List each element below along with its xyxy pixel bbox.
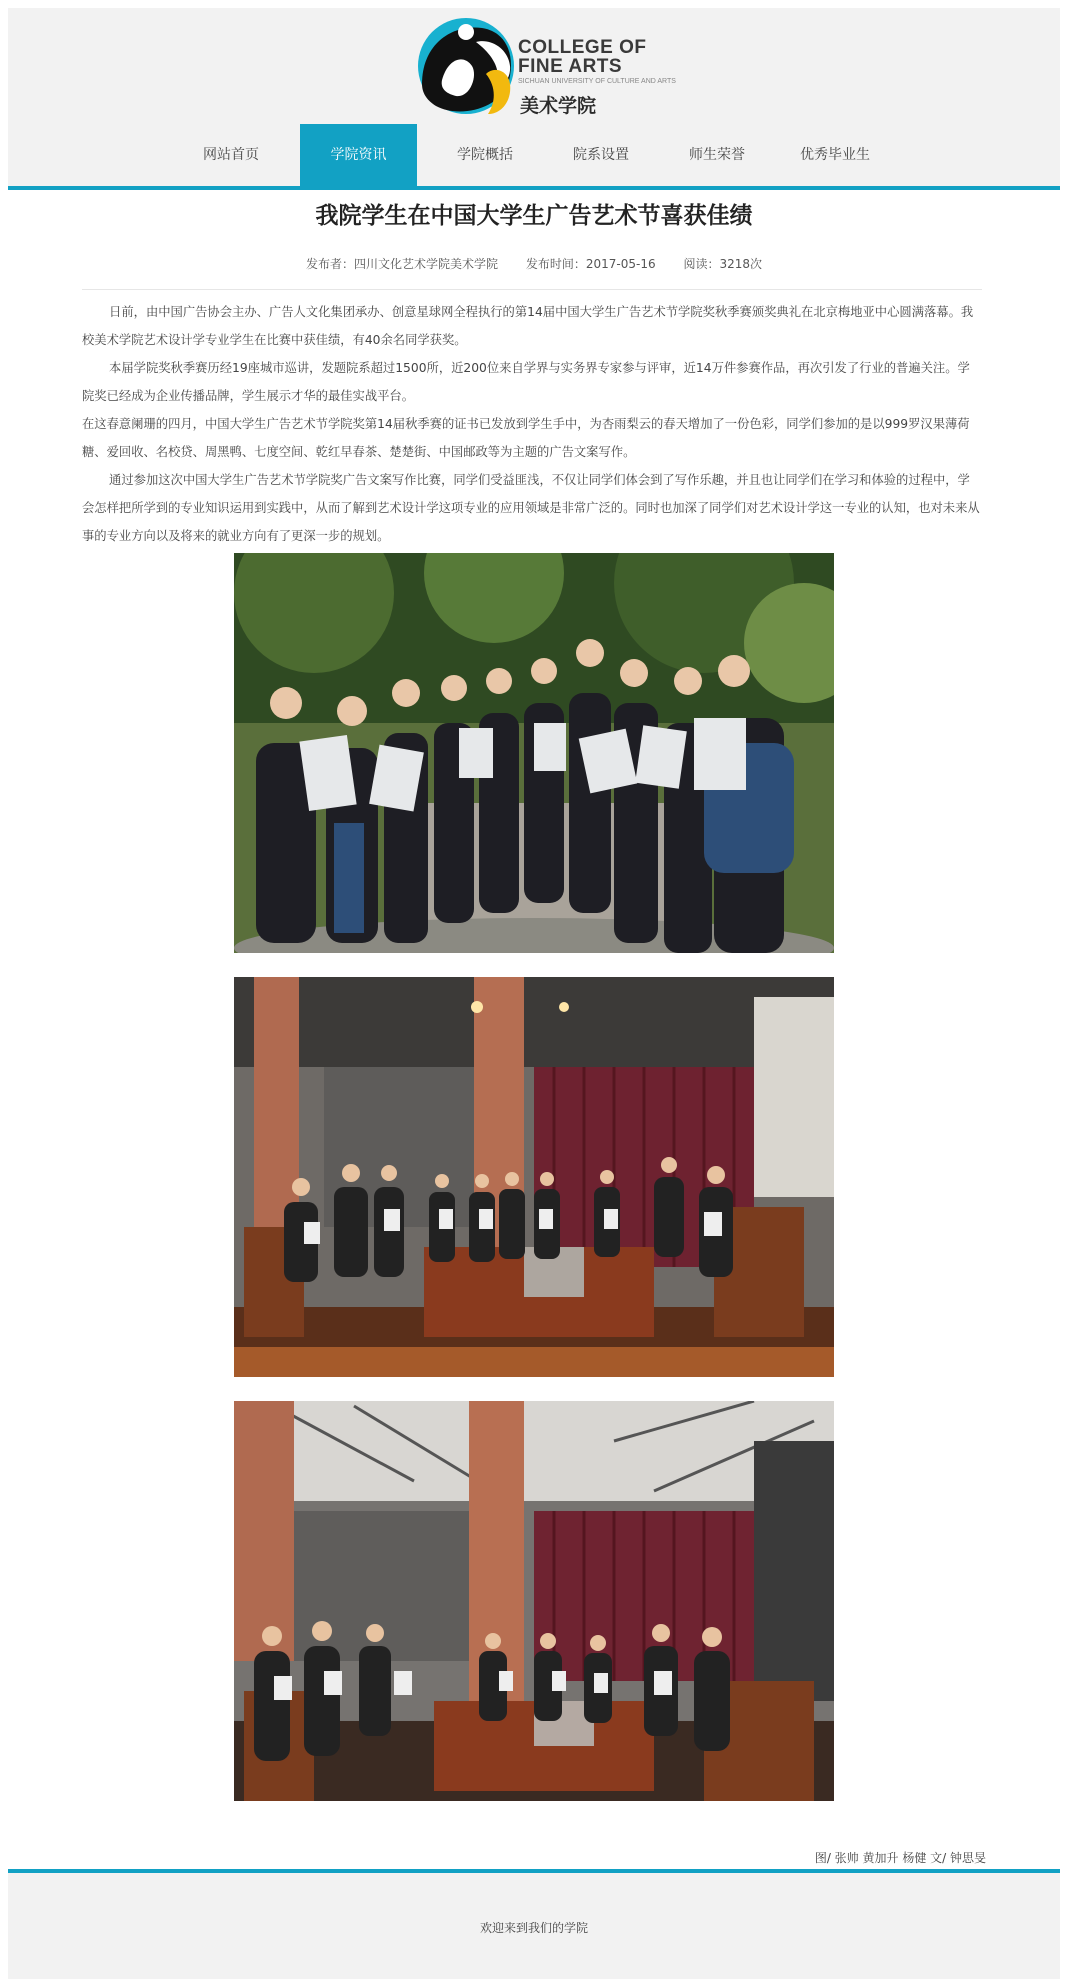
article-publisher: 发布者：四川文化艺术学院美术学院 <box>306 257 499 271</box>
logo-text-line2: FINE ARTS <box>518 56 623 77</box>
article-photo-hall-2 <box>234 1401 834 1801</box>
main-nav <box>8 124 1060 186</box>
article-publish-time: 发布时间：2017-05-16 <box>525 257 656 271</box>
article-title: 我院学生在中国大学生广告艺术节喜获佳绩 <box>315 203 753 229</box>
title-divider <box>82 289 982 290</box>
nav-item-overview[interactable]: 学院概括 <box>457 147 513 163</box>
article-paragraph: 在这春意阑珊的四月，中国大学生广告艺术节学院奖第14届秋季赛的证书已发放到学生手中，为杏雨梨云的春天增加了一份色彩，同学们参加的是以999罗汉果薄荷糖、爱回收、名校贷、周黑鸭、七度空间、乾红早春茶、楚楚街、中国邮政等为主题的广告文案写作。 <box>82 417 970 459</box>
article-paragraph: 本届学院奖秋季赛历经19座城市巡讲，发题院系超过1500所，近200位来自学界与实务界专家参与评审，近14万件参赛作品，再次引发了行业的普遍关注。学院奖已经成为企业传播品牌，学生展示才华的最佳实战平台。 <box>82 361 970 403</box>
article-meta <box>0 255 1068 272</box>
logo-text-english <box>518 38 647 76</box>
college-logo[interactable] <box>412 14 682 124</box>
logo-text-chinese: 美术学院 <box>520 95 597 117</box>
nav-item-home[interactable]: 网站首页 <box>203 147 259 163</box>
photo-credit: 图/ 张帅 黄加升 杨健 文/ 钟思旻 <box>814 1851 986 1865</box>
nav-item-graduates[interactable]: 优秀毕业生 <box>800 147 870 163</box>
site-footer <box>8 1869 1060 1979</box>
article-photo-hall-1 <box>234 977 834 1377</box>
logo-mark-icon <box>412 14 522 118</box>
footer-text: 欢迎来到我们的学院 <box>479 1921 588 1935</box>
article-views: 阅读：3218次 <box>683 257 762 271</box>
article-body <box>82 298 982 550</box>
article-paragraph: 通过参加这次中国大学生广告艺术节学院奖广告文案写作比赛，同学们受益匪浅，不仅让同学们体会到了写作乐趣，并且也让同学们在学习和体验的过程中，学会怎样把所学到的专业知识运用到实践中，从而了解到艺术设计学这项专业的应用领域是非常广泛的。同时也加深了同学们对艺术设计学这一专业的认知，也对未来从事的专业方向以及将来的就业方向有了更深一步的规划。 <box>82 473 980 543</box>
nav-item-honors[interactable]: 师生荣誉 <box>689 147 745 163</box>
nav-item-departments[interactable]: 院系设置 <box>573 147 629 163</box>
nav-item-news[interactable]: 学院资讯 <box>300 124 417 186</box>
article-photo-group <box>234 553 834 953</box>
site-header <box>8 8 1060 190</box>
logo-text-line1: COLLEGE OF <box>518 37 647 58</box>
article-paragraph: 日前，由中国广告协会主办、广告人文化集团承办、创意星球网全程执行的第14届中国大学生广告艺术节学院奖秋季赛颁奖典礼在北京梅地亚中心圆满落幕。我校美术学院艺术设计学专业学生在比赛中获佳绩，有40余名同学获奖。 <box>82 305 974 347</box>
logo-tagline: SICHUAN UNIVERSITY OF CULTURE AND ARTS <box>518 78 676 85</box>
